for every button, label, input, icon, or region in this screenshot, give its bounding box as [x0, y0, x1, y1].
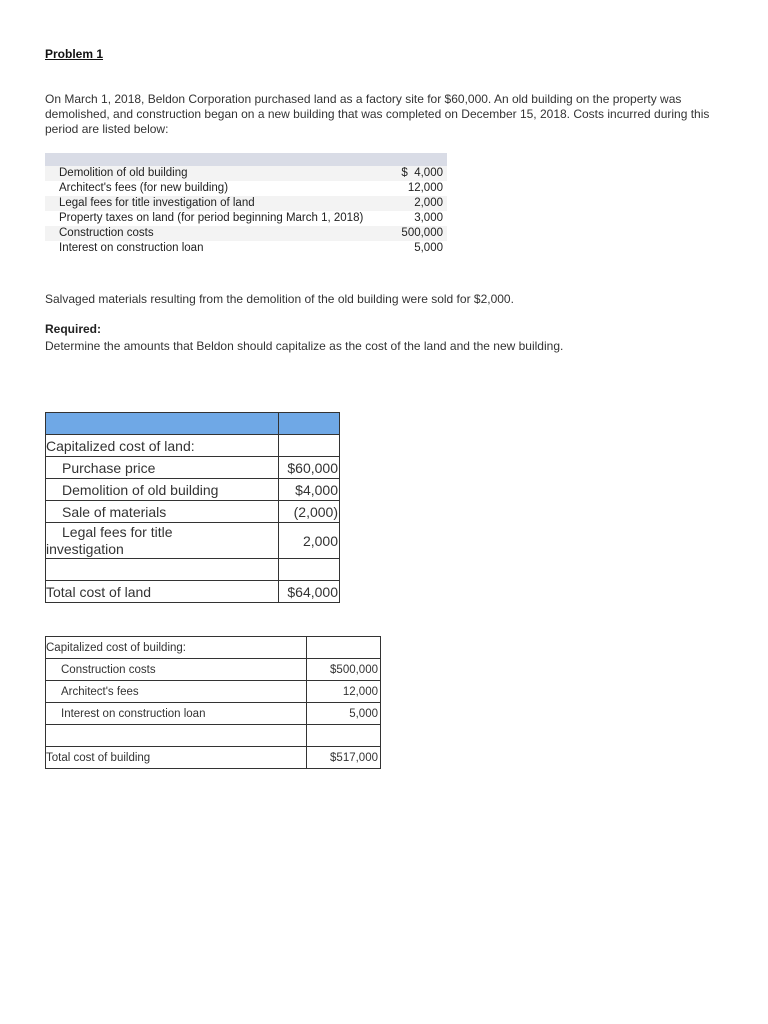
row-label: Architect's fees [46, 681, 307, 703]
cost-amount: 2,000 [414, 197, 443, 209]
cost-label: Demolition of old building [59, 167, 188, 179]
table-row [46, 659, 381, 681]
cost-label: Construction costs [59, 227, 154, 239]
required-text: Determine the amounts that Beldon should capitalize as the cost of the land and the new building. [45, 339, 564, 353]
row-label: Interest on construction loan [46, 703, 307, 725]
table-row [46, 703, 381, 725]
building-heading: Capitalized cost of building: [46, 637, 307, 659]
total-row [46, 747, 381, 769]
row-value: (2,000) [279, 501, 340, 523]
table-row [46, 501, 340, 523]
table-spacer-row [46, 725, 381, 747]
cost-amount: 3,000 [414, 212, 443, 224]
cost-list-header [45, 153, 447, 166]
table-row [46, 457, 340, 479]
land-heading: Capitalized cost of land: [46, 435, 279, 457]
row-label: Legal fees for title [62, 523, 173, 540]
table-row [46, 435, 340, 457]
salvage-note: Salvaged materials resulting from the demolition of the old building were sold for $2,000. [45, 292, 514, 306]
row-label: Purchase price [62, 459, 156, 476]
cost-amount: 12,000 [407, 182, 443, 194]
cost-amount: 5,000 [414, 242, 443, 254]
intro-paragraph: On March 1, 2018, Beldon Corporation purchased land as a factory site for $60,000. An old building on the property was demolished, and construction began on a new building that was completed on December 15, 2018. Costs incurred during this period are listed below: [45, 92, 710, 136]
cost-row [45, 181, 447, 196]
page-title: Problem 1 [45, 47, 104, 61]
row-value: 12,000 [307, 681, 381, 703]
total-row [46, 581, 340, 603]
total-value: $517,000 [307, 747, 381, 769]
cost-row [45, 211, 447, 226]
cost-amount: 500,000 [401, 227, 443, 239]
row-value: 5,000 [307, 703, 381, 725]
land-cost-table [45, 412, 340, 603]
table-row [46, 523, 340, 559]
row-value: $4,000 [279, 479, 340, 501]
total-label: Total cost of land [46, 581, 279, 603]
required-heading: Required: [45, 322, 102, 336]
cost-label: Architect's fees (for new building) [59, 182, 229, 194]
cost-row [45, 166, 447, 181]
cost-row [45, 226, 447, 241]
row-label: Construction costs [46, 659, 307, 681]
table-row [46, 637, 381, 659]
row-label-continued: investigation [46, 540, 124, 557]
cost-amount [401, 166, 443, 181]
table-header-row [46, 413, 340, 435]
cost-label: Interest on construction loan [59, 242, 204, 254]
cost-list [45, 153, 447, 256]
total-label: Total cost of building [46, 747, 307, 769]
table-row [46, 479, 340, 501]
cost-row [45, 241, 447, 256]
row-label: Sale of materials [62, 503, 167, 520]
cost-label: Legal fees for title investigation of land [59, 197, 255, 209]
currency-symbol: $ [401, 167, 408, 179]
total-value: $64,000 [279, 581, 340, 603]
cost-label: Property taxes on land (for period beginning March 1, 2018) [59, 212, 364, 224]
row-value: $60,000 [279, 457, 340, 479]
table-row [46, 681, 381, 703]
cost-amount-value: 4,000 [414, 167, 443, 179]
row-value: $500,000 [307, 659, 381, 681]
table-spacer-row [46, 559, 340, 581]
row-value: 2,000 [279, 523, 340, 559]
cost-rows [45, 166, 447, 256]
row-label: Demolition of old building [62, 481, 219, 498]
building-cost-table [45, 636, 381, 769]
cost-row [45, 196, 447, 211]
